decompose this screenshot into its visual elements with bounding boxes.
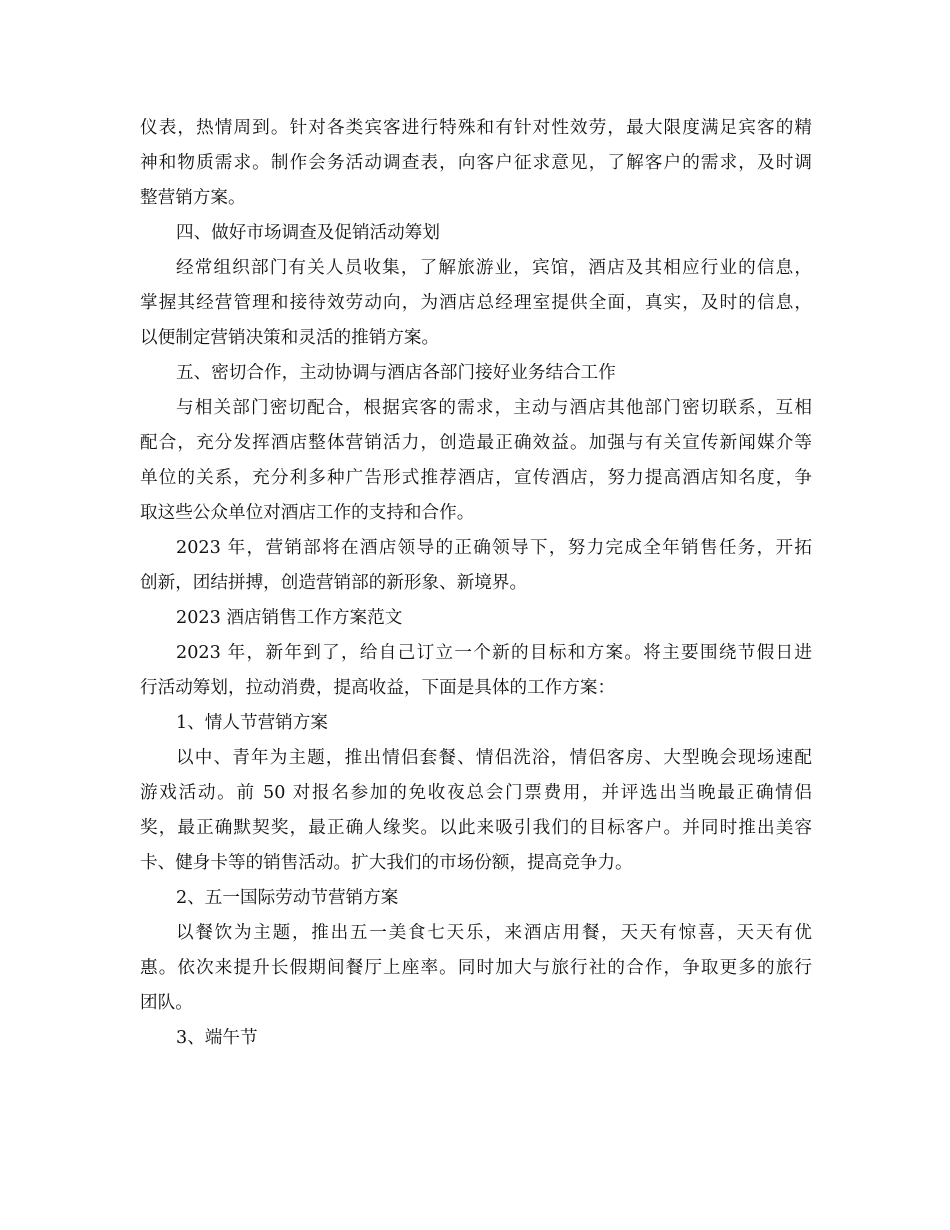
paragraph-p1 — [140, 111, 812, 216]
text-line: 仪表，热情周到。针对各类宾客进行特殊和有针对性效劳，最大限度满足宾客的精 — [140, 118, 812, 138]
text-line: 奖，最正确默契奖，最正确人缘奖。以此来吸引我们的目标客户。并同时推出美容 — [140, 818, 812, 838]
text-line: 3、端午节 — [176, 1028, 258, 1048]
text-line: 1、情人节营销方案 — [176, 713, 328, 733]
text-line: 整营销方案。 — [140, 188, 246, 208]
text-line: 神和物质需求。制作会务活动调查表，向客户征求意见，了解客户的需求，及时调 — [140, 153, 812, 173]
text-line: 惠。依次来提升长假期间餐厅上座率。同时加大与旅行社的合作，争取更多的旅行 — [140, 958, 812, 978]
paragraph-p9 — [140, 706, 812, 741]
paragraph-p11 — [140, 881, 812, 916]
text-line: 四、做好市场调查及促销活动筹划 — [176, 223, 440, 243]
paragraph-p13 — [140, 1021, 812, 1056]
text-line: 团队。 — [140, 993, 193, 1013]
paragraph-p6 — [140, 531, 812, 601]
paragraph-p3 — [140, 251, 812, 356]
text-line: 卡、健身卡等的销售活动。扩大我们的市场份额，提高竞争力。 — [140, 853, 633, 873]
text-line: 配合，充分发挥酒店整体营销活力，创造最正确效益。加强与有关宣传新闻媒介等 — [140, 433, 812, 453]
text-line: 五、密切合作，主动协调与酒店各部门接好业务结合工作 — [176, 363, 616, 383]
text-line: 2023 年，新年到了，给自己订立一个新的目标和方案。将主要围绕节假日进 — [176, 643, 812, 663]
text-line: 掌握其经营管理和接待效劳动向，为酒店总经理室提供全面，真实，及时的信息， — [140, 293, 812, 313]
text-line: 2023 酒店销售工作方案范文 — [176, 608, 403, 628]
paragraph-p7 — [140, 601, 812, 636]
text-line: 与相关部门密切配合，根据宾客的需求，主动与酒店其他部门密切联系，互相 — [176, 398, 812, 418]
paragraph-p4 — [140, 356, 812, 391]
paragraph-p8 — [140, 636, 812, 706]
text-line: 取这些公众单位对酒店工作的支持和合作。 — [140, 503, 475, 523]
paragraph-p2 — [140, 216, 812, 251]
text-line: 游戏活动。前 50 对报名参加的免收夜总会门票费用，并评选出当晚最正确情侣 — [140, 783, 812, 803]
text-line: 行活动筹划，拉动消费，提高收益，下面是具体的工作方案： — [140, 678, 616, 698]
document-body — [140, 111, 812, 1056]
paragraph-p12 — [140, 916, 812, 1021]
text-line: 2、五一国际劳动节营销方案 — [176, 888, 399, 908]
text-line: 以便制定营销决策和灵活的推销方案。 — [140, 328, 440, 348]
text-line: 创新，团结拼搏，创造营销部的新形象、新境界。 — [140, 573, 528, 593]
paragraph-p10 — [140, 741, 812, 881]
text-line: 以餐饮为主题，推出五一美食七天乐，来酒店用餐，天天有惊喜，天天有优 — [176, 923, 812, 943]
text-line: 2023 年，营销部将在酒店领导的正确领导下，努力完成全年销售任务，开拓 — [176, 538, 812, 558]
text-line: 单位的关系，充分利多种广告形式推荐酒店，宣传酒店，努力提高酒店知名度，争 — [140, 468, 812, 488]
text-line: 经常组织部门有关人员收集，了解旅游业，宾馆，酒店及其相应行业的信息， — [176, 258, 812, 278]
text-line: 以中、青年为主题，推出情侣套餐、情侣洗浴，情侣客房、大型晚会现场速配 — [176, 748, 812, 768]
paragraph-p5 — [140, 391, 812, 531]
